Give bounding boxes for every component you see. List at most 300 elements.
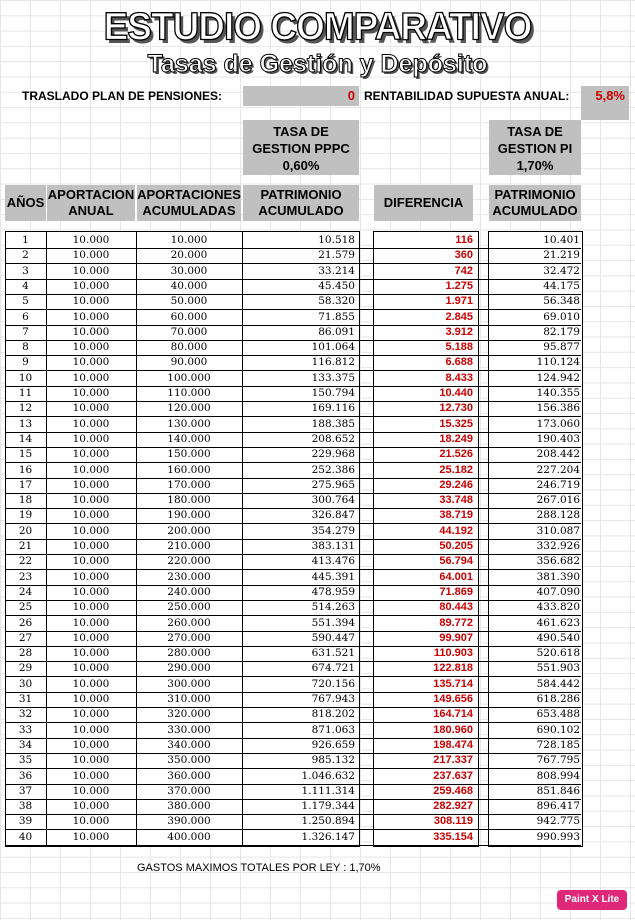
cell-acumulada[interactable]: 370.000: [167, 784, 211, 797]
cell-diferencia[interactable]: 282.927: [433, 800, 473, 813]
cell-aportacion[interactable]: 10.000: [72, 463, 110, 476]
cell-acumulada[interactable]: 210.000: [167, 540, 211, 552]
cell-patrimonio-pi[interactable]: 990.993: [536, 830, 580, 843]
cell-acumulada[interactable]: 250.000: [167, 601, 211, 614]
cell-year[interactable]: 30: [18, 677, 33, 690]
cell-year[interactable]: 19: [18, 509, 33, 522]
cell-patrimonio-pi[interactable]: 433.820: [536, 601, 580, 614]
cell-diferencia[interactable]: 237.637: [433, 769, 473, 782]
footer-note: GASTOS MAXIMOS TOTALES POR LEY : 1,70%: [137, 862, 381, 874]
table-row: [0, 447, 635, 462]
cell-aportacion[interactable]: 10.000: [72, 540, 110, 552]
cell-aportacion[interactable]: 10.000: [72, 478, 110, 491]
cell-acumulada[interactable]: 230.000: [167, 570, 211, 583]
cell-patrimonio[interactable]: 169.116: [311, 402, 355, 415]
traslado-value: 0: [347, 88, 355, 103]
cell-patrimonio-pi[interactable]: 156.386: [536, 402, 580, 415]
cell-patrimonio-pi[interactable]: 520.618: [536, 647, 580, 660]
cell-aportacion[interactable]: 10.000: [72, 371, 110, 384]
cell-diferencia[interactable]: 1.275: [445, 279, 473, 292]
cell-acumulada[interactable]: 180.000: [167, 494, 211, 507]
cell-diferencia[interactable]: 116: [455, 234, 473, 246]
table-row: [0, 432, 635, 447]
table-row: [0, 233, 635, 248]
cell-patrimonio[interactable]: 208.652: [311, 432, 355, 445]
cell-year[interactable]: 9: [22, 356, 29, 369]
cell-diferencia[interactable]: 5.188: [445, 341, 473, 354]
cell-patrimonio-pi[interactable]: 69.010: [543, 310, 580, 323]
cell-acumulada[interactable]: 190.000: [167, 509, 211, 522]
table-row: [0, 570, 635, 585]
cell-diferencia[interactable]: 135.714: [433, 677, 473, 690]
cell-aportacion[interactable]: 10.000: [72, 647, 110, 660]
cell-acumulada[interactable]: 30.000: [170, 264, 208, 277]
cell-diferencia[interactable]: 164.714: [433, 708, 473, 721]
table-row: [0, 707, 635, 722]
tasa-pppc-box[interactable]: [243, 120, 359, 175]
cell-patrimonio-pi[interactable]: 267.016: [536, 494, 580, 507]
table-row: [0, 264, 635, 279]
paint-x-lite-badge: Paint X Lite: [557, 890, 627, 910]
cell-patrimonio-pi[interactable]: 173.060: [536, 417, 580, 430]
cell-aportacion[interactable]: 10.000: [72, 601, 110, 614]
cell-acumulada[interactable]: 50.000: [170, 295, 208, 308]
rentabilidad-label: RENTABILIDAD SUPUESTA ANUAL:: [364, 89, 570, 103]
cell-acumulada[interactable]: 290.000: [167, 662, 211, 675]
cell-aportacion[interactable]: 10.000: [72, 234, 110, 246]
cell-aportacion[interactable]: 10.000: [72, 738, 110, 751]
cell-patrimonio-pi[interactable]: 82.179: [543, 325, 580, 338]
cell-patrimonio[interactable]: 445.391: [311, 570, 355, 583]
cell-patrimonio[interactable]: 1.111.314: [301, 784, 355, 797]
cell-patrimonio-pi[interactable]: 227.204: [536, 463, 580, 476]
cell-patrimonio-pi[interactable]: 728.185: [536, 738, 580, 751]
cell-year[interactable]: 7: [22, 325, 29, 338]
table-row: [0, 355, 635, 370]
cell-patrimonio-pi[interactable]: 56.348: [543, 295, 580, 308]
table-row: [0, 661, 635, 676]
cell-patrimonio-pi[interactable]: 95.877: [543, 341, 580, 354]
cell-aportacion[interactable]: 10.000: [72, 754, 110, 767]
cell-patrimonio[interactable]: 33.214: [318, 264, 355, 277]
cell-diferencia[interactable]: 149.656: [433, 693, 473, 705]
cell-diferencia[interactable]: 15.325: [439, 417, 473, 430]
cell-diferencia[interactable]: 71.869: [439, 585, 473, 598]
cell-patrimonio[interactable]: 590.447: [311, 631, 355, 644]
cell-aportacion[interactable]: 10.000: [72, 784, 110, 797]
cell-acumulada[interactable]: 160.000: [167, 463, 211, 476]
table-row: [0, 799, 635, 814]
cell-patrimonio[interactable]: 1.250.894: [301, 815, 355, 828]
cell-patrimonio-pi[interactable]: 808.994: [536, 769, 580, 782]
cell-acumulada[interactable]: 80.000: [170, 341, 208, 354]
cell-diferencia[interactable]: 3.912: [445, 325, 473, 338]
cell-diferencia[interactable]: 50.205: [439, 540, 473, 552]
cell-patrimonio[interactable]: 229.968: [311, 448, 355, 461]
cell-diferencia[interactable]: 99.907: [439, 631, 473, 644]
table-row: [0, 600, 635, 615]
cell-acumulada[interactable]: 150.000: [167, 448, 211, 461]
cell-patrimonio-pi[interactable]: 310.087: [536, 524, 580, 537]
cell-year[interactable]: 25: [18, 601, 33, 614]
cell-patrimonio-pi[interactable]: 124.942: [536, 371, 580, 384]
cell-patrimonio[interactable]: 188.385: [311, 417, 355, 430]
table-row: [0, 279, 635, 294]
cell-patrimonio[interactable]: 413.476: [311, 555, 355, 568]
cell-patrimonio-pi[interactable]: 767.795: [536, 754, 580, 767]
cell-diferencia[interactable]: 110.903: [433, 647, 473, 660]
cell-acumulada[interactable]: 400.000: [167, 830, 211, 843]
tasa-pi-value: 1,70%: [516, 158, 554, 173]
cell-year[interactable]: 24: [18, 585, 33, 598]
cell-year[interactable]: 13: [18, 417, 33, 430]
cell-acumulada[interactable]: 130.000: [167, 417, 211, 430]
cell-acumulada[interactable]: 100.000: [167, 371, 211, 384]
cell-year[interactable]: 40: [18, 830, 33, 843]
cell-diferencia[interactable]: 742: [454, 264, 473, 277]
cell-diferencia[interactable]: 308.119: [433, 815, 473, 828]
cell-diferencia[interactable]: 259.468: [433, 784, 473, 797]
table-row: [0, 585, 635, 600]
cell-patrimonio[interactable]: 1.179.344: [301, 800, 355, 813]
cell-aportacion[interactable]: 10.000: [72, 494, 110, 507]
cell-patrimonio-pi[interactable]: 10.401: [543, 234, 580, 246]
cell-patrimonio[interactable]: 252.386: [311, 463, 355, 476]
cell-patrimonio[interactable]: 133.375: [311, 371, 355, 384]
cell-year[interactable]: 5: [22, 295, 29, 308]
cell-diferencia[interactable]: 89.772: [439, 616, 473, 629]
cell-diferencia[interactable]: 80.443: [439, 601, 473, 614]
cell-diferencia[interactable]: 360: [454, 249, 473, 262]
cell-patrimonio[interactable]: 45.450: [318, 279, 355, 292]
cell-year[interactable]: 11: [18, 387, 33, 399]
row-divider: [5, 845, 581, 846]
table-row: [0, 616, 635, 631]
cell-aportacion[interactable]: 10.000: [72, 616, 110, 629]
cell-patrimonio[interactable]: 1.046.632: [301, 769, 355, 782]
page-title: ESTUDIO COMPARATIVO: [103, 4, 532, 48]
cell-acumulada[interactable]: 40.000: [170, 279, 208, 292]
header-anos: AÑOS: [5, 185, 46, 221]
cell-aportacion[interactable]: 10.000: [72, 264, 110, 277]
table-row: [0, 677, 635, 692]
cell-diferencia[interactable]: 21.526: [439, 448, 473, 461]
cell-patrimonio[interactable]: 58.320: [318, 295, 355, 308]
table-row: [0, 631, 635, 646]
cell-patrimonio-pi[interactable]: 332.926: [536, 540, 580, 552]
cell-year[interactable]: 14: [18, 432, 33, 445]
cell-year[interactable]: 33: [18, 723, 33, 736]
cell-patrimonio-pi[interactable]: 407.090: [536, 585, 580, 598]
cell-year[interactable]: 21: [18, 540, 33, 552]
cell-aportacion[interactable]: 10.000: [72, 708, 110, 721]
cell-patrimonio-pi[interactable]: 288.128: [536, 509, 580, 522]
cell-year[interactable]: 27: [18, 631, 33, 644]
table-row: [0, 325, 635, 340]
cell-aportacion[interactable]: 10.000: [72, 723, 110, 736]
cell-patrimonio[interactable]: 514.263: [311, 601, 355, 614]
cell-acumulada[interactable]: 70.000: [170, 325, 208, 338]
cell-patrimonio-pi[interactable]: 690.102: [536, 723, 580, 736]
cell-acumulada[interactable]: 170.000: [167, 478, 211, 491]
cell-patrimonio-pi[interactable]: 461.623: [536, 616, 580, 629]
cell-patrimonio[interactable]: 116.812: [311, 356, 355, 369]
cell-diferencia[interactable]: 18.249: [439, 432, 473, 445]
cell-patrimonio-pi[interactable]: 246.719: [536, 478, 580, 491]
cell-aportacion[interactable]: 10.000: [72, 509, 110, 522]
table-row: [0, 554, 635, 569]
tasa-pi-label1: TASA DE: [507, 124, 563, 139]
cell-aportacion[interactable]: 10.000: [72, 341, 110, 354]
cell-acumulada[interactable]: 220.000: [167, 555, 211, 568]
cell-patrimonio-pi[interactable]: 32.472: [543, 264, 580, 277]
rentabilidad-value: 5,8%: [595, 88, 625, 103]
cell-patrimonio[interactable]: 674.721: [311, 662, 355, 675]
cell-aportacion[interactable]: 10.000: [72, 585, 110, 598]
cell-aportacion[interactable]: 10.000: [72, 830, 110, 843]
cell-acumulada[interactable]: 280.000: [167, 647, 211, 660]
cell-patrimonio-pi[interactable]: 110.124: [536, 356, 580, 369]
cell-aportacion[interactable]: 10.000: [72, 448, 110, 461]
cell-aportacion[interactable]: 10.000: [72, 815, 110, 828]
cell-patrimonio-pi[interactable]: 44.175: [543, 279, 580, 292]
cell-aportacion[interactable]: 10.000: [72, 356, 110, 369]
cell-patrimonio[interactable]: 767.943: [311, 693, 355, 705]
cell-aportacion[interactable]: 10.000: [72, 570, 110, 583]
cell-diferencia[interactable]: 44.192: [439, 524, 473, 537]
cell-patrimonio[interactable]: 383.131: [311, 540, 355, 552]
cell-acumulada[interactable]: 330.000: [167, 723, 211, 736]
cell-aportacion[interactable]: 10.000: [72, 295, 110, 308]
cell-aportacion[interactable]: 10.000: [72, 432, 110, 445]
cell-diferencia[interactable]: 1.971: [445, 295, 473, 308]
cell-acumulada[interactable]: 340.000: [167, 738, 211, 751]
cell-year[interactable]: 1: [22, 234, 29, 246]
cell-year[interactable]: 31: [18, 693, 33, 705]
table-row: [0, 539, 635, 554]
cell-patrimonio[interactable]: 871.063: [311, 723, 355, 736]
cell-acumulada[interactable]: 270.000: [167, 631, 211, 644]
cell-acumulada[interactable]: 360.000: [167, 769, 211, 782]
cell-year[interactable]: 12: [18, 402, 33, 415]
cell-aportacion[interactable]: 10.000: [72, 800, 110, 813]
cell-diferencia[interactable]: 38.719: [439, 509, 473, 522]
cell-year[interactable]: 23: [18, 570, 33, 583]
cell-patrimonio-pi[interactable]: 490.540: [536, 631, 580, 644]
cell-diferencia[interactable]: 198.474: [433, 738, 473, 751]
cell-patrimonio-pi[interactable]: 618.286: [536, 693, 580, 705]
cell-acumulada[interactable]: 140.000: [167, 432, 211, 445]
cell-aportacion[interactable]: 10.000: [72, 555, 110, 568]
cell-aportacion[interactable]: 10.000: [72, 693, 110, 705]
cell-year[interactable]: 29: [18, 662, 33, 675]
cell-acumulada[interactable]: 300.000: [167, 677, 211, 690]
cell-patrimonio[interactable]: 720.156: [311, 677, 355, 690]
cell-aportacion[interactable]: 10.000: [72, 769, 110, 782]
table-row: [0, 753, 635, 768]
cell-year[interactable]: 2: [22, 249, 29, 262]
tasa-pppc-label2: GESTION PPPC: [252, 141, 350, 156]
cell-year[interactable]: 37: [18, 784, 33, 797]
header-aportaciones-acumuladas: APORTACIONES ACUMULADAS: [137, 185, 241, 221]
cell-patrimonio[interactable]: 354.279: [311, 524, 355, 537]
cell-patrimonio-pi[interactable]: 21.219: [543, 249, 580, 262]
cell-acumulada[interactable]: 110.000: [167, 387, 211, 399]
cell-patrimonio-pi[interactable]: 653.488: [536, 708, 580, 721]
cell-patrimonio[interactable]: 71.855: [318, 310, 355, 323]
cell-patrimonio[interactable]: 10.518: [318, 234, 355, 246]
cell-diferencia[interactable]: 6.688: [445, 356, 473, 369]
table-row: [0, 417, 635, 432]
cell-patrimonio-pi[interactable]: 356.682: [536, 555, 580, 568]
tasa-pi-box[interactable]: [489, 120, 581, 175]
cell-acumulada[interactable]: 310.000: [167, 693, 211, 705]
cell-acumulada[interactable]: 20.000: [170, 249, 208, 262]
rentabilidad-cell[interactable]: [581, 86, 629, 106]
cell-year[interactable]: 6: [22, 310, 29, 323]
cell-diferencia[interactable]: 10.440: [439, 387, 473, 399]
cell-year[interactable]: 38: [18, 800, 33, 813]
cell-diferencia[interactable]: 8.433: [445, 371, 473, 384]
table-row: [0, 508, 635, 523]
cell-acumulada[interactable]: 320.000: [167, 708, 211, 721]
traslado-label: TRASLADO PLAN DE PENSIONES:: [22, 89, 223, 103]
cell-year[interactable]: 36: [18, 769, 33, 782]
cell-diferencia[interactable]: 217.337: [433, 754, 473, 767]
cell-aportacion[interactable]: 10.000: [72, 631, 110, 644]
rentabilidad-cell-extra: [581, 106, 629, 120]
cell-patrimonio-pi[interactable]: 942.775: [536, 815, 580, 828]
cell-acumulada[interactable]: 350.000: [167, 754, 211, 767]
cell-diferencia[interactable]: 25.182: [439, 463, 473, 476]
table-row: [0, 248, 635, 263]
cell-year[interactable]: 26: [18, 616, 33, 629]
cell-aportacion[interactable]: 10.000: [72, 325, 110, 338]
cell-patrimonio-pi[interactable]: 190.403: [536, 432, 580, 445]
cell-aportacion[interactable]: 10.000: [72, 249, 110, 262]
cell-diferencia[interactable]: 2.845: [445, 310, 473, 323]
cell-diferencia[interactable]: 33.748: [439, 494, 473, 507]
cell-patrimonio-pi[interactable]: 551.903: [536, 662, 580, 675]
traslado-cell[interactable]: [243, 86, 359, 106]
cell-aportacion[interactable]: 10.000: [72, 279, 110, 292]
header-diferencia: DIFERENCIA: [374, 185, 473, 221]
cell-patrimonio[interactable]: 275.965: [311, 478, 355, 491]
cell-patrimonio[interactable]: 631.521: [311, 647, 355, 660]
cell-aportacion[interactable]: 10.000: [72, 310, 110, 323]
header-patrimonio-acumulado: PATRIMONIO ACUMULADO: [243, 185, 359, 221]
cell-year[interactable]: 35: [18, 754, 33, 767]
cell-aportacion[interactable]: 10.000: [72, 402, 110, 415]
cell-patrimonio[interactable]: 150.794: [311, 387, 355, 399]
cell-patrimonio-pi[interactable]: 851.846: [536, 784, 580, 797]
cell-patrimonio[interactable]: 818.202: [311, 708, 355, 721]
cell-acumulada[interactable]: 240.000: [167, 585, 211, 598]
table-row: [0, 830, 635, 845]
cell-acumulada[interactable]: 390.000: [167, 815, 211, 828]
cell-acumulada[interactable]: 200.000: [167, 524, 211, 537]
cell-patrimonio-pi[interactable]: 140.355: [536, 387, 580, 399]
cell-year[interactable]: 34: [18, 738, 33, 751]
table-row: [0, 646, 635, 661]
table-row: [0, 769, 635, 784]
cell-patrimonio[interactable]: 86.091: [318, 325, 355, 338]
cell-year[interactable]: 20: [18, 524, 33, 537]
cell-acumulada[interactable]: 10.000: [170, 234, 208, 246]
tasa-pppc-value: 0,60%: [282, 158, 320, 173]
cell-diferencia[interactable]: 12.730: [439, 402, 473, 415]
cell-diferencia[interactable]: 335.154: [433, 830, 473, 843]
cell-aportacion[interactable]: 10.000: [72, 387, 110, 399]
table-row: [0, 738, 635, 753]
cell-patrimonio[interactable]: 326.847: [311, 509, 355, 522]
table-row: [0, 493, 635, 508]
cell-diferencia[interactable]: 180.960: [433, 723, 473, 736]
cell-patrimonio[interactable]: 551.394: [311, 616, 355, 629]
cell-patrimonio[interactable]: 478.959: [311, 585, 355, 598]
header-aportacion-anual: APORTACION ANUAL: [47, 185, 135, 221]
cell-aportacion[interactable]: 10.000: [72, 662, 110, 675]
table-row: [0, 371, 635, 386]
cell-patrimonio-pi[interactable]: 381.390: [536, 570, 580, 583]
cell-acumulada[interactable]: 90.000: [170, 356, 208, 369]
cell-patrimonio[interactable]: 300.764: [311, 494, 355, 507]
cell-year[interactable]: 39: [18, 815, 33, 828]
cell-year[interactable]: 16: [18, 463, 33, 476]
table-row: [0, 478, 635, 493]
cell-year[interactable]: 3: [22, 264, 29, 277]
cell-patrimonio[interactable]: 985.132: [311, 754, 355, 767]
cell-year[interactable]: 17: [18, 478, 33, 491]
table-row: [0, 401, 635, 416]
cell-year[interactable]: 22: [18, 555, 33, 568]
cell-patrimonio-pi[interactable]: 208.442: [536, 448, 580, 461]
cell-patrimonio-pi[interactable]: 584.442: [536, 677, 580, 690]
cell-diferencia[interactable]: 56.794: [439, 555, 473, 568]
tasa-pppc-label1: TASA DE: [273, 124, 329, 139]
cell-acumulada[interactable]: 60.000: [170, 310, 208, 323]
cell-aportacion[interactable]: 10.000: [72, 524, 110, 537]
cell-year[interactable]: 28: [18, 647, 33, 660]
table-row: [0, 814, 635, 829]
cell-year[interactable]: 4: [22, 279, 29, 292]
cell-year[interactable]: 15: [18, 448, 33, 461]
cell-year[interactable]: 8: [22, 341, 29, 354]
cell-patrimonio[interactable]: 21.579: [318, 249, 355, 262]
cell-patrimonio-pi[interactable]: 896.417: [536, 800, 580, 813]
cell-year[interactable]: 32: [18, 708, 33, 721]
table-row: [0, 692, 635, 707]
cell-aportacion[interactable]: 10.000: [72, 677, 110, 690]
cell-patrimonio[interactable]: 926.659: [311, 738, 355, 751]
table-row: [0, 723, 635, 738]
tasa-pi-label2: GESTION PI: [497, 141, 573, 156]
cell-patrimonio[interactable]: 1.326.147: [301, 830, 355, 843]
cell-patrimonio[interactable]: 101.064: [311, 341, 355, 354]
cell-acumulada[interactable]: 120.000: [167, 402, 211, 415]
cell-diferencia[interactable]: 122.818: [433, 662, 473, 675]
cell-aportacion[interactable]: 10.000: [72, 417, 110, 430]
cell-diferencia[interactable]: 29.246: [439, 478, 473, 491]
cell-acumulada[interactable]: 380.000: [167, 800, 211, 813]
cell-acumulada[interactable]: 260.000: [167, 616, 211, 629]
cell-diferencia[interactable]: 64.001: [439, 570, 473, 583]
table-row: [0, 310, 635, 325]
table-row: [0, 340, 635, 355]
cell-year[interactable]: 10: [18, 371, 33, 384]
page-subtitle: Tasas de Gestión y Depósito: [147, 50, 488, 78]
cell-year[interactable]: 18: [18, 494, 33, 507]
